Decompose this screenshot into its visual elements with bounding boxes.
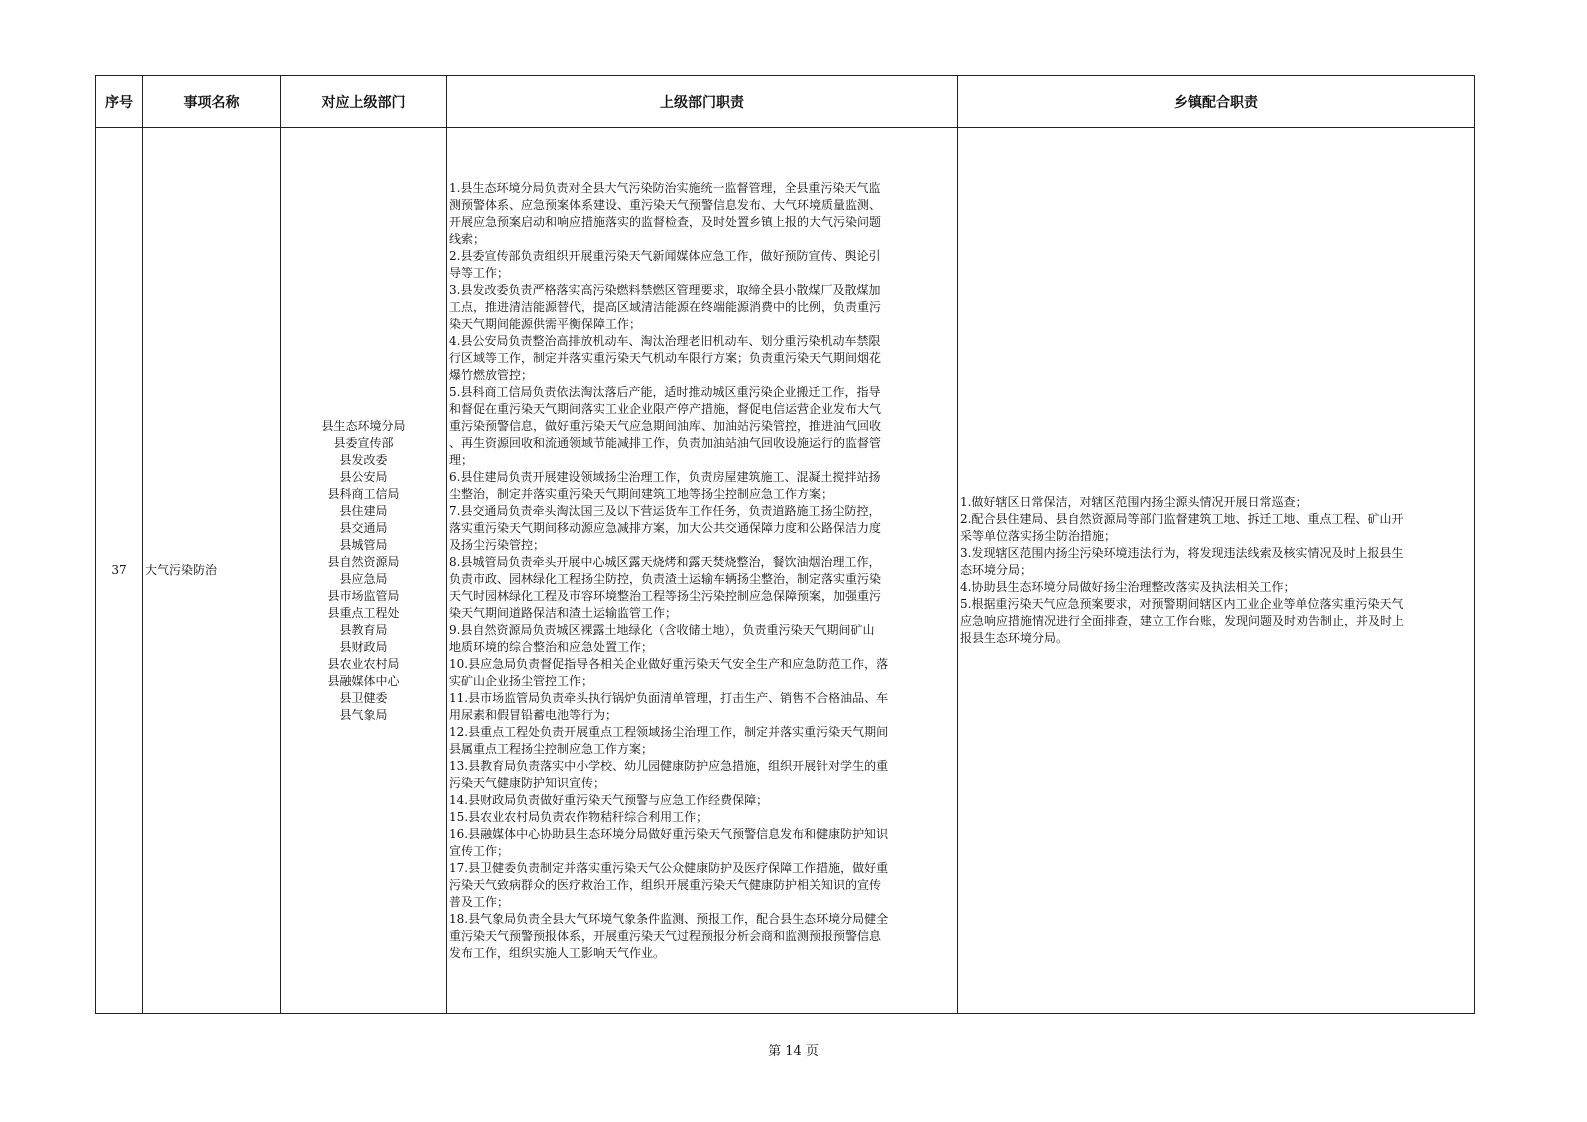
duty-line: 爆竹燃放管控； [449, 367, 534, 382]
duty-line: 导等工作； [449, 265, 510, 280]
row-superior-duties [447, 128, 958, 1014]
duty-line: 宣传工作； [449, 843, 510, 858]
department-item: 县应急局 [339, 571, 388, 586]
town-duty-line: 应急响应措施情况进行全面排查，建立工作台账，发现问题及时劝告制止，并及时上 [960, 614, 1405, 628]
duty-line: 2.县委宣传部负责组织开展重污染天气新闻媒体应急工作，做好预防宣传、舆论引 [449, 248, 881, 263]
duty-line: 落实重污染天气期间移动源应急减排方案，加大公共交通保障力度和公路保洁力度 [449, 520, 882, 535]
header-row [96, 76, 1475, 128]
duty-line: 尘整治，制定并落实重污染天气期间建筑工地等扬尘控制应急工作方案； [449, 486, 834, 501]
duty-line: 天气时园林绿化工程及市容环境整治工程等扬尘污染控制应急保障预案，加强重污 [449, 588, 882, 603]
duty-line: 3.县发改委负责严格落实高污染燃料禁燃区管理要求，取缔全县小散煤厂及散煤加 [449, 282, 881, 297]
duty-line: 和督促在重污染天气期间落实工业企业限产停产措施，督促电信运营企业发布大气 [449, 401, 882, 416]
town-duty-line: 采等单位落实扬尘防治措施； [960, 529, 1117, 543]
duty-line: 11.县市场监管局负责牵头执行锅炉负面清单管理，打击生产、销售不合格油品、车 [449, 690, 889, 705]
duty-line: 用尿素和假冒铅蓄电池等行为； [449, 707, 618, 722]
department-item: 县自然资源局 [327, 554, 400, 569]
duty-line: 发布工作，组织实施人工影响天气作业。 [449, 945, 666, 960]
duty-line: 县属重点工程扬尘控制应急工作方案； [449, 741, 654, 756]
table-row [96, 128, 1475, 1014]
duty-line: 4.县公安局负责整治高排放机动车、淘汰治理老旧机动车、划分重污染机动车禁限 [449, 333, 881, 348]
duty-line: 13.县教育局负责落实中小学校、幼儿园健康防护应急措施，组织开展针对学生的重 [449, 758, 889, 773]
duty-line: 地质环境的综合整治和应急处置工作； [449, 639, 654, 654]
department-item: 县委宣传部 [333, 435, 394, 450]
department-item: 县交通局 [339, 520, 388, 535]
duty-line: 理； [449, 452, 474, 467]
department-item: 县融媒体中心 [327, 673, 400, 688]
duty-line: 1.县生态环境分局负责对全县大气污染防治实施统一监督管理，全县重污染天气监 [449, 180, 881, 195]
page-number: 第 14 页 [768, 1044, 819, 1059]
department-item: 县科商工信局 [327, 486, 400, 501]
responsibility-table [95, 75, 1475, 1014]
duty-line: 12.县重点工程处负责开展重点工程领域扬尘治理工作，制定并落实重污染天气期间 [449, 724, 889, 739]
department-item: 县市场监管局 [327, 588, 400, 603]
header-item-name: 事项名称 [143, 76, 281, 128]
duty-line: 污染天气健康防护知识宣传； [449, 775, 606, 790]
duty-line: 及扬尘污染管控； [449, 537, 546, 552]
duty-line: 10.县应急局负责督促指导各相关企业做好重污染天气安全生产和应急防范工作，落 [449, 656, 889, 671]
department-item: 县卫健委 [339, 690, 388, 705]
duty-line: 实矿山企业扬尘管控工作； [449, 673, 594, 688]
duty-line: 重污染天气预警预报体系，开展重污染天气过程预报分析会商和监测预报预警信息 [449, 928, 882, 943]
duty-line: 5.县科商工信局负责依法淘汰落后产能，适时推动城区重污染企业搬迁工作，指导 [449, 384, 881, 399]
duty-line: 8.县城管局负责牵头开展中心城区露天烧烤和露天焚烧整治，餐饮油烟治理工作， [449, 554, 881, 569]
town-duty-line: 2.配合县住建局、县自然资源局等部门监督建筑工地、拆迁工地、重点工程、矿山开 [960, 512, 1404, 526]
row-item-name: 大气污染防治 [143, 128, 281, 1014]
duty-line: 、再生资源回收和流通领域节能减排工作，负责加油站油气回收设施运行的监督管 [449, 435, 882, 450]
duty-line: 染天气期间道路保洁和渣土运输监管工作； [449, 605, 678, 620]
duty-line: 16.县融媒体中心协助县生态环境分局做好重污染天气预警信息发布和健康防护知识 [449, 826, 889, 841]
row-town-duties [958, 128, 1475, 1014]
department-item: 县教育局 [339, 622, 388, 637]
department-item: 县住建局 [339, 503, 388, 518]
town-duty-line: 报县生态环境分局。 [960, 631, 1069, 645]
duty-line: 染天气期间能源供需平衡保障工作； [449, 316, 642, 331]
department-item: 县城管局 [339, 537, 388, 552]
duty-line: 17.县卫健委负责制定并落实重污染天气公众健康防护及医疗保障工作措施，做好重 [449, 860, 889, 875]
duty-line: 负责市政、园林绿化工程扬尘防控，负责渣土运输车辆扬尘整治，制定落实重污染 [449, 571, 882, 586]
duty-line: 行区域等工作，制定并落实重污染天气机动车限行方案；负责重污染天气期间烟花 [449, 350, 882, 365]
department-item: 县农业农村局 [327, 656, 400, 671]
department-item: 县生态环境分局 [321, 418, 406, 433]
duty-line: 测预警体系、应急预案体系建设、重污染天气预警信息发布、大气环境质量监测、 [449, 197, 882, 212]
duty-line: 线索； [449, 231, 486, 246]
department-item: 县气象局 [339, 707, 388, 722]
row-seq: 37 [96, 128, 143, 1014]
town-duty-line: 态环境分局； [960, 563, 1033, 577]
header-superior-duties: 上级部门职责 [447, 76, 958, 128]
row-departments [281, 128, 447, 1014]
town-duty-line: 4.协助县生态环境分局做好扬尘治理整改落实及执法相关工作； [960, 580, 1296, 594]
header-town-duties: 乡镇配合职责 [958, 76, 1475, 128]
header-seq: 序号 [96, 76, 143, 128]
department-item: 县公安局 [339, 469, 388, 484]
department-item: 县财政局 [339, 639, 388, 654]
duty-line: 18.县气象局负责全县大气环境气象条件监测、预报工作，配合县生态环境分局健全 [449, 911, 889, 926]
header-superior-dept: 对应上级部门 [281, 76, 447, 128]
town-duty-line: 1.做好辖区日常保洁，对辖区范围内扬尘源头情况开展日常巡查； [960, 495, 1308, 509]
town-duty-line: 5.根据重污染天气应急预案要求，对预警期间辖区内工业企业等单位落实重污染天气 [960, 597, 1404, 611]
duty-line: 9.县自然资源局负责城区裸露土地绿化（含收储土地），负责重污染天气期间矿山 [449, 622, 875, 637]
duty-line: 普及工作； [449, 894, 510, 909]
duty-line: 6.县住建局负责开展建设领域扬尘治理工作，负责房屋建筑施工、混凝土搅拌站扬 [449, 469, 881, 484]
duty-line: 污染天气致病群众的医疗救治工作，组织开展重污染天气健康防护相关知识的宣传 [449, 877, 882, 892]
duty-line: 15.县农业农村局负责农作物秸秆综合利用工作； [449, 809, 709, 824]
duty-line: 7.县交通局负责牵头淘汰国三及以下营运货车工作任务，负责道路施工扬尘防控， [449, 503, 881, 518]
town-duty-line: 3.发现辖区范围内扬尘污染环境违法行为，将发现违法线索及核实情况及时上报县生 [960, 546, 1404, 560]
duty-line: 开展应急预案启动和响应措施落实的监督检查，及时处置乡镇上报的大气污染问题 [449, 214, 882, 229]
department-item: 县重点工程处 [327, 605, 400, 620]
department-item: 县发改委 [339, 452, 388, 467]
duty-line: 14.县财政局负责做好重污染天气预警与应急工作经费保障； [449, 792, 769, 807]
duty-line: 工点，推进清洁能源替代，提高区域清洁能源在终端能源消费中的比例，负责重污 [449, 299, 882, 314]
duty-line: 重污染预警信息，做好重污染天气应急期间油库、加油站污染管控，推进油气回收 [449, 418, 882, 433]
